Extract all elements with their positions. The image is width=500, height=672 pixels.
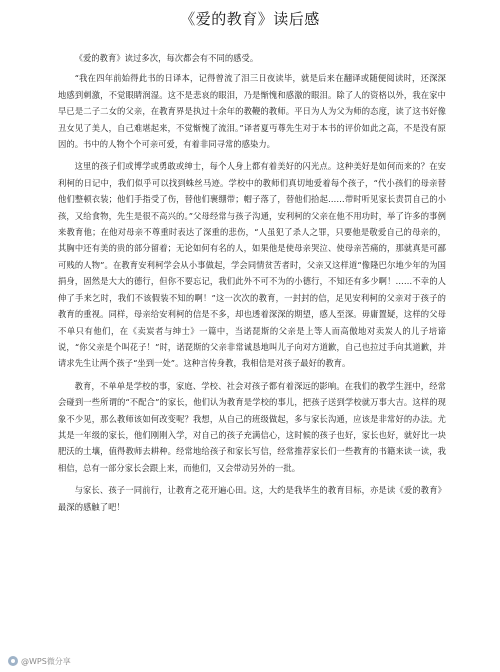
wps-watermark xyxy=(8,654,71,668)
document-title: 《爱的教育》读后感 xyxy=(180,10,320,28)
paragraph-quote: “我在四年前始得此书的日译本，记得曾流了泪三日夜读毕，就是后来在翻译或随便阅读时，还深深地感到刺激，不觉眼睛润湿。这不是悲哀的眼泪，乃是惭愧和感激的眼泪。除了人的资格以外，我在家中早已是二子二女的父亲，在教育界是执过十余年的教鞭的教师。平日为人为父为师的态度，读了这书好像丑女见了美人，自己难堪起来，不觉惭愧了流泪。”译者夏丏尊先生对于本书的评价如此之高，不是没有原因的。书中的人物个个可亲可爱，有着非同寻常的感染力。 xyxy=(58,73,446,150)
paragraph-intro: 《爱的教育》读过多次，每次都会有不同的感受。 xyxy=(74,53,259,63)
paragraph-education: 教育，不单单是学校的事，家庭、学校、社会对孩子都有着深远的影响。在我们的教学生涯中，经常会碰到一些所谓的“不配合”的家长，他们认为教育是学校的事儿，把孩子送到学校就万事大吉。这样的现象不少见，那么教师该如何改变呢？我想，从自己的班级做起，多与家长沟通，应该是非常好的办法。尤其是一年级的家长，他们刚刚入学，对自己的孩子充满信心，这时候的孩子也好，家长也好，就好比一块肥沃的土壤，值得教师去耕种。经常地给孩子和家长写信，经常推荐家长们一些教育的书籍来读一读，我相信，总有一部分家长会跟上来，而他们，又会带动另外的一批。 xyxy=(58,380,446,473)
document-body xyxy=(58,50,446,515)
paragraph-conclusion: 与家长、孩子一同前行，让教育之花开遍心田。这，大约是我毕生的教育目标，亦是读《爱的教育》最深的感触了吧！ xyxy=(58,485,446,512)
paragraph-children: 这里的孩子们或博学或勇敢或绅士，每个人身上都有着美好的闪光点。这种美好是如何而来的？在安利柯的日记中，我们似乎可以找到蛛丝马迹。学校中的教师们真切地爱着每个孩子，“代小孩们的母亲替他们整顿衣装；他们手指受了伤，替他们裹绷带；帽子落了，替他们拾起……带时听见家长责罚自己的小孩，又给食物，先生是很不高兴的。”父母经常与孩子沟通，安利柯的父亲在他不用功时，举了许多的事例来教育他；在他对母亲不尊重时表达了深重的悲伤，“人虽犯了杀人之罪，只要他是敬爱自己的母亲的，其胸中还有美的贵的部分留着；无论如何有名的人，如果他是使母亲哭泣、使母亲苦痛的，那就真是可鄙可贱的人物”。在教育安利柯学会从小事做起，学会同情贫苦者时，父亲又这样道“像隆巴尔地少年的为国捐身，固然是大大的德行，但你不要忘记，我们此外不可不为的小德行，不知还有多少啊！……不幸的人伸了手来乞时，我们不该假装不知的啊！”这一次次的教育，一封封的信，足见安利柯的父亲对于孩子的教育的重视。同样，母亲给安利柯的信是不多，却也透着深深的期望，感人至深。毋庸置疑，这样的父母不单只有他们，在《卖炭者与绅士》一篇中，当诺琵斯的父亲是上等人而高傲地对卖炭人的儿子培谛说，“你父亲是个叫花子！”时，诺琵斯的父亲非常诚恳地叫儿子向对方道歉，自己也拉过手向其道歉，并请求先生让两个孩子“坐到一处”。这种言传身教，我相信是对孩子最好的教育。 xyxy=(58,161,446,369)
wps-logo-icon xyxy=(8,656,18,666)
watermark-text: @WPS微分享 xyxy=(21,656,71,666)
